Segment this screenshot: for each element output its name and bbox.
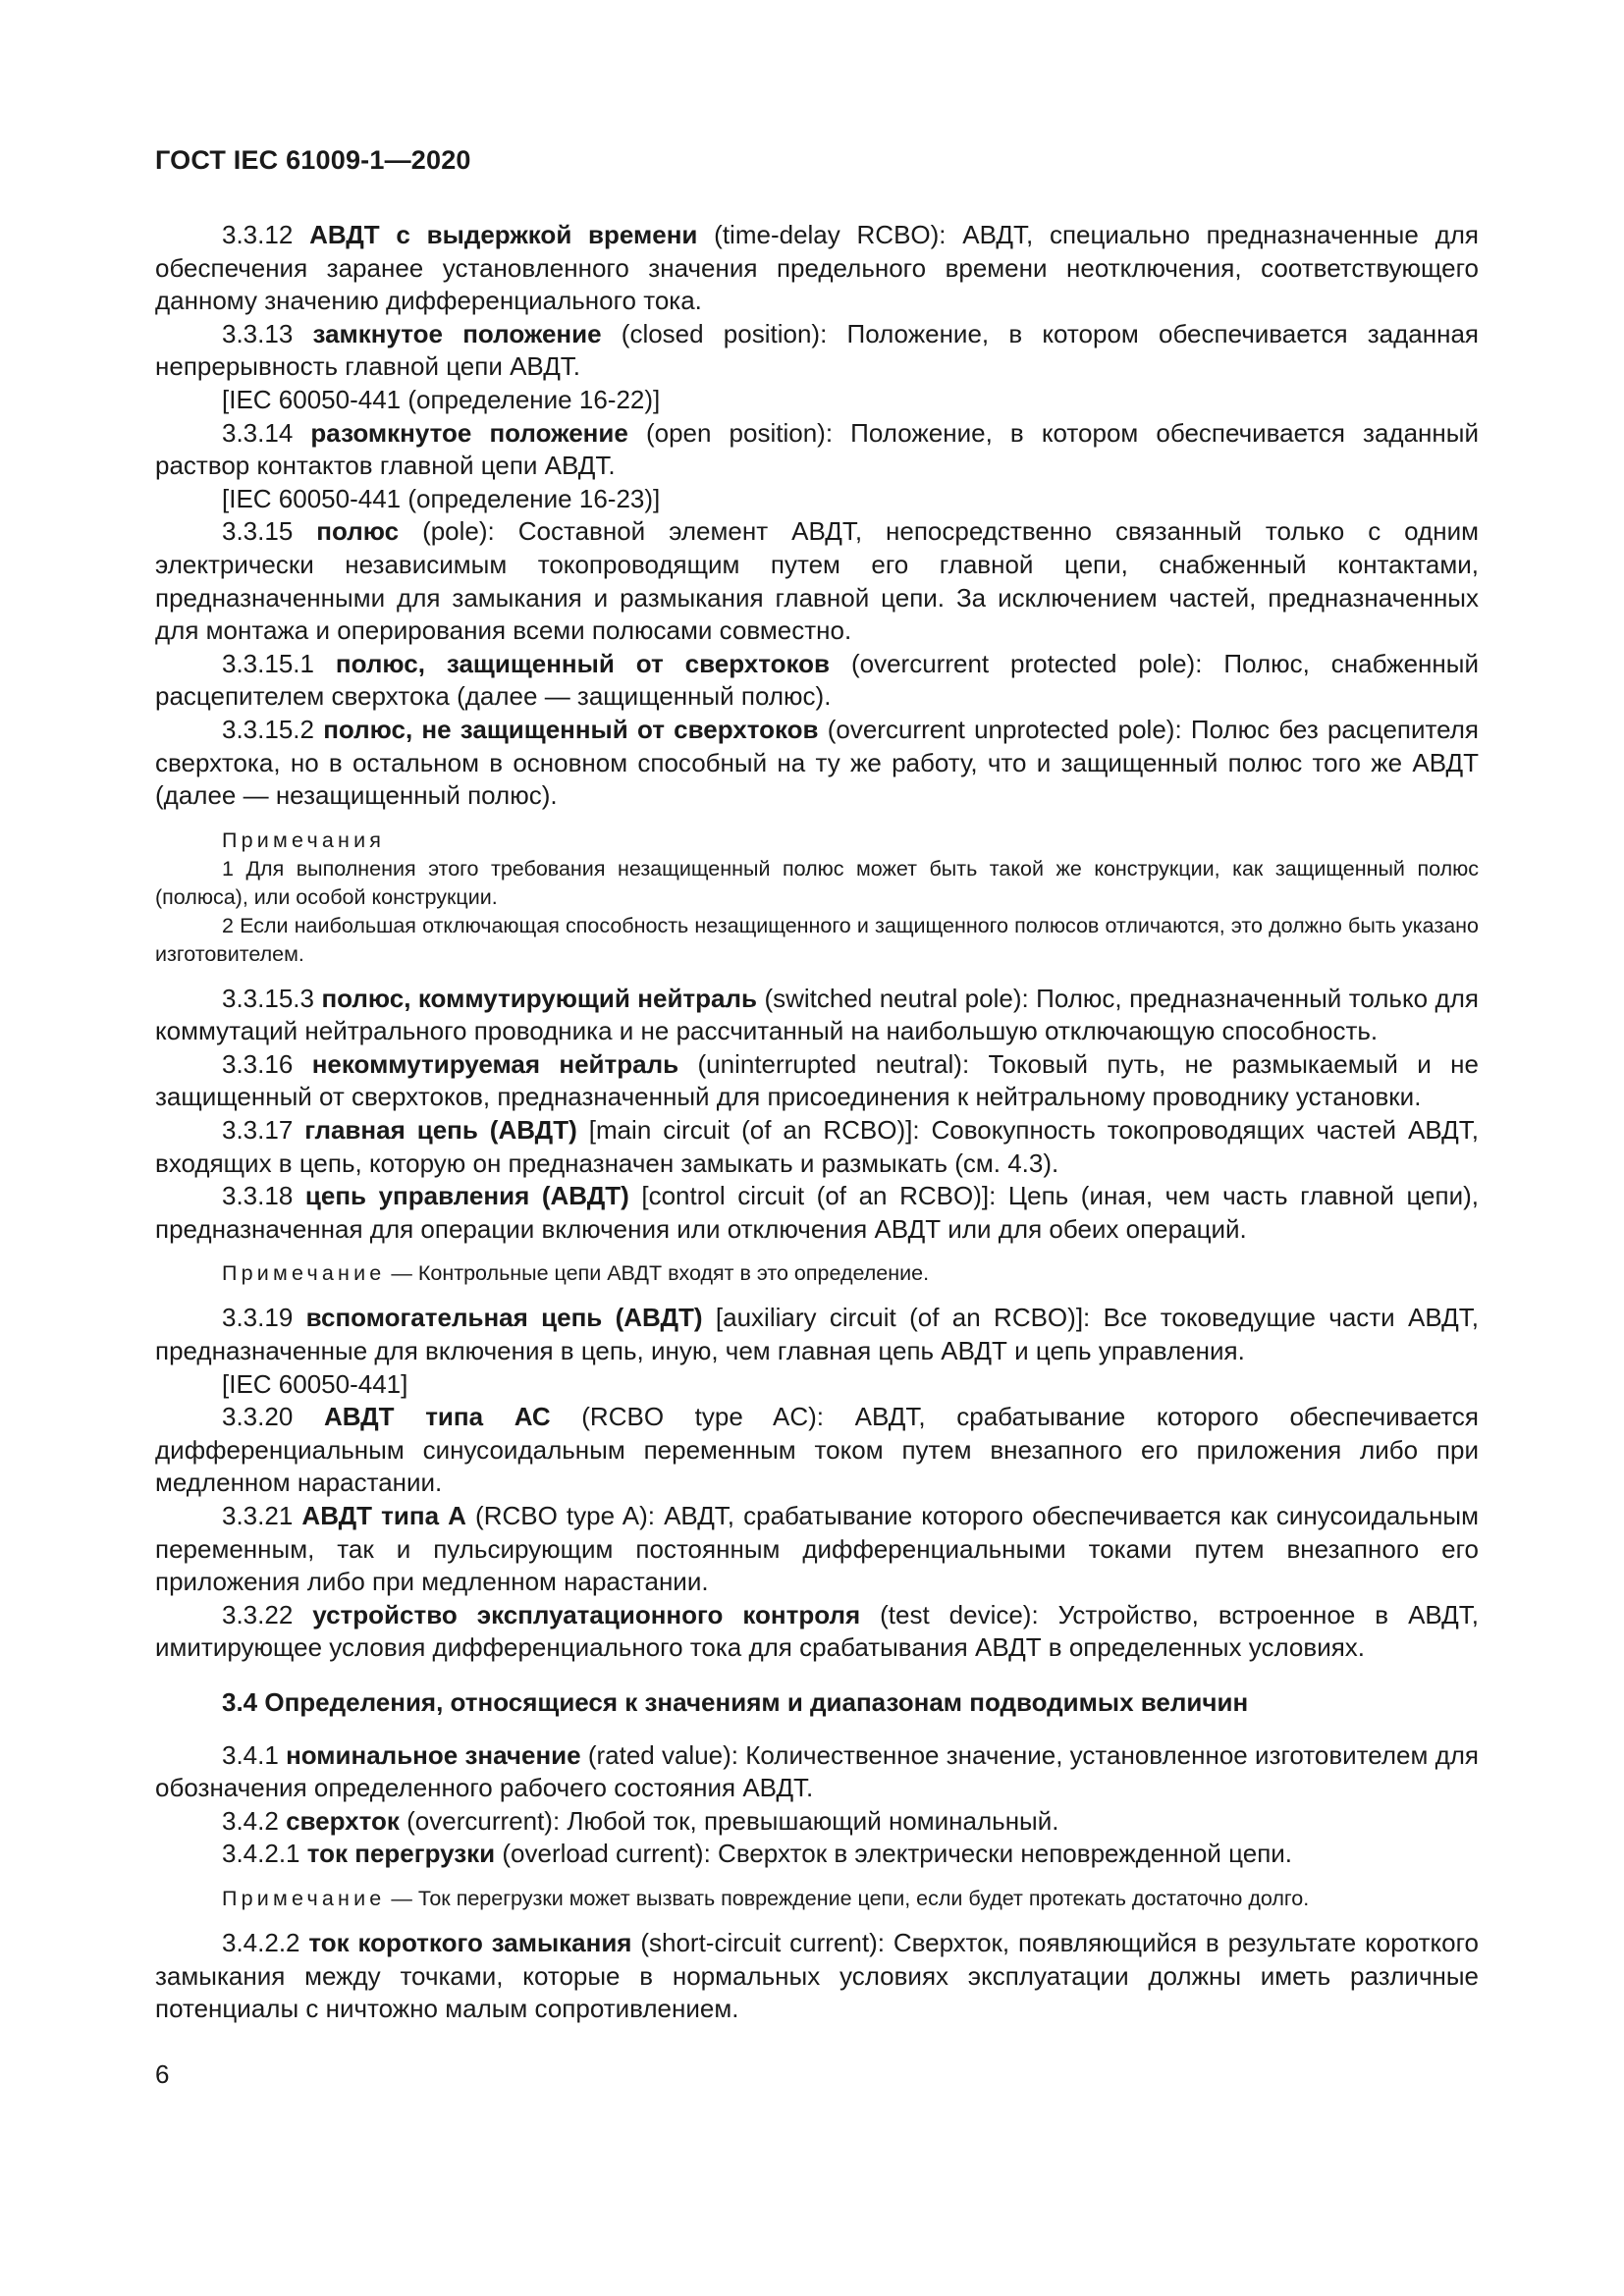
definition-3-4-2: 3.4.2 сверхток (overcurrent): Любой ток, превышающий номинальный.: [222, 1805, 1059, 1836]
document-page: [155, 145, 1479, 2026]
definition-3-3-19: 3.3.19 вспомогательная цепь (АВДТ) [auxiliary circuit (of an RCBO)]: Все токоведущие части АВДТ, предназначенные для включения в цепь, иную, чем главная цепь АВДТ и цепь управления.: [155, 1303, 1479, 1366]
definition-3-3-18: 3.3.18 цепь управления (АВДТ) [control circuit (of an RCBO)]: Цепь (иная, чем часть главной цепи), предназначенная для операции включения или отключения АВДТ или для обеих операций.: [155, 1181, 1479, 1244]
definition-3-3-21: 3.3.21 АВДТ типа А (RCBO type A): АВДТ, срабатывание которого обеспечивается как синусоидальным переменным, так и пульсирующим постоянным дифференциальными токами путем внезапного его приложения либо при медленном нарастании.: [155, 1501, 1479, 1597]
definition-3-4-1: 3.4.1 номинальное значение (rated value): Количественное значение, установленное изготовителем для обозначения определенного рабочего состояния АВДТ.: [155, 1739, 1480, 1803]
definition-3-3-12: 3.3.12 АВДТ с выдержкой времени (time-delay RCBO): АВДТ, специально предназначенные для обеспечения заранее установленного значения предельного времени неотключения, соответствующего данному значению дифференциального тока.: [155, 220, 1479, 316]
definition-3-3-15-2: 3.3.15.2 полюс, не защищенный от сверхтоков (overcurrent unprotected pole): Полюс без расцепителя сверхтока, но в остальном в основном способный на ту же работу, что и защищенный полюс того же АВДТ (далее — незащищенный полюс).: [155, 714, 1480, 811]
note-overload: Примечание — Ток перегрузки может вызвать повреждение цепи, если будет протекать достаточно долго.: [222, 1886, 1310, 1910]
note-control-circuits: Примечание — Контрольные цепи АВДТ входят в это определение.: [222, 1261, 930, 1286]
definition-3-3-16: 3.3.16 некоммутируемая нейтраль (uninterrupted neutral): Токовый путь, не размыкаемый и не защищенный от сверхтоков, предназначенный для присоединения к нейтральному проводнику установки.: [155, 1048, 1479, 1112]
document-header: ГОСТ IEC 61009-1—2020: [155, 145, 471, 175]
definition-3-3-20: 3.3.20 АВДТ типа АС (RCBO type AC): АВДТ, срабатывание которого обеспечивается дифференциальным синусоидальным переменным током путем внезапного его приложения либо при медленном нарастании.: [155, 1402, 1479, 1498]
entries-group-4: [155, 1739, 1479, 1871]
entries-group-1: [155, 219, 1479, 813]
entries-group-5: [155, 1927, 1479, 2026]
definition-3-3-13: 3.3.13 замкнутое положение (closed position): Положение, в котором обеспечивается заданная непрерывность главной цепи АВДТ.: [155, 318, 1480, 382]
reference-iec-60050-441: [IEC 60050-441]: [222, 1368, 408, 1399]
page-number: 6: [155, 2059, 170, 2089]
definition-3-3-15: 3.3.15 полюс (pole): Составной элемент АВДТ, непосредственно связанный только с одним электрически независимым токопроводящим путем его главной цепи, снабженный контактами, предназначенными для замыкания и размыкания главной цепи. За исключением частей, предназначенных для монтажа и оперирования всеми полюсами совместно.: [155, 516, 1479, 646]
entries-group-2: [155, 983, 1479, 1247]
note-item-2: 2 Если наибольшая отключающая способность незащищенного и защищенного полюсов отличаются, это должно быть указано изготовителем.: [155, 913, 1479, 966]
definition-3-4-2-2: 3.4.2.2 ток короткого замыкания (short-circuit current): Сверхток, появляющийся в результате короткого замыкания между точками, которые в нормальных условиях эксплуатации должны иметь различные потенциалы с ничтожно малым сопротивлением.: [155, 1927, 1479, 2024]
section-title-3-4: 3.4 Определения, относящиеся к значениям и диапазонам подводимых величин: [222, 1686, 1249, 1717]
definition-3-3-15-3: 3.3.15.3 полюс, коммутирующий нейтраль (switched neutral pole): Полюс, предназначенный только для коммутаций нейтрального проводника и не рассчитанный на наибольшую отключающую способность.: [155, 983, 1479, 1046]
definition-3-3-22: 3.3.22 устройство эксплуатационного контроля (test device): Устройство, встроенное в АВДТ, имитирующее условия дифференциального тока для срабатывания АВДТ в определенных условиях.: [155, 1599, 1480, 1663]
notes-block: [155, 827, 1479, 969]
reference-16-22: [IEC 60050-441 (определение 16-22)]: [222, 384, 661, 414]
reference-16-23: [IEC 60050-441 (определение 16-23)]: [222, 483, 661, 513]
definition-3-4-2-1: 3.4.2.1 ток перегрузки (overload current): Сверхток в электрически неповрежденной цепи.: [222, 1839, 1293, 1869]
note-item-1: 1 Для выполнения этого требования незащищенный полюс может быть такой же конструкции, как защищенный полюс (полюса), или особой конструкции.: [155, 856, 1479, 909]
definition-3-3-15-1: 3.3.15.1 полюс, защищенный от сверхтоков (overcurrent protected pole): Полюс, снабженный расцепителем сверхтока (далее — защищенный полюс).: [155, 648, 1479, 712]
notes-heading: Примечания: [222, 828, 386, 852]
entries-group-3: [155, 1302, 1479, 1665]
definition-3-3-17: 3.3.17 главная цепь (АВДТ) [main circuit (of an RCBO)]: Совокупность токопроводящих частей АВДТ, входящих в цепь, которую он предназначен замыкать и размыкать (см. 4.3).: [155, 1115, 1479, 1178]
definition-3-3-14: 3.3.14 разомкнутое положение (open position): Положение, в котором обеспечивается заданный раствор контактов главной цепи АВДТ.: [155, 417, 1479, 481]
